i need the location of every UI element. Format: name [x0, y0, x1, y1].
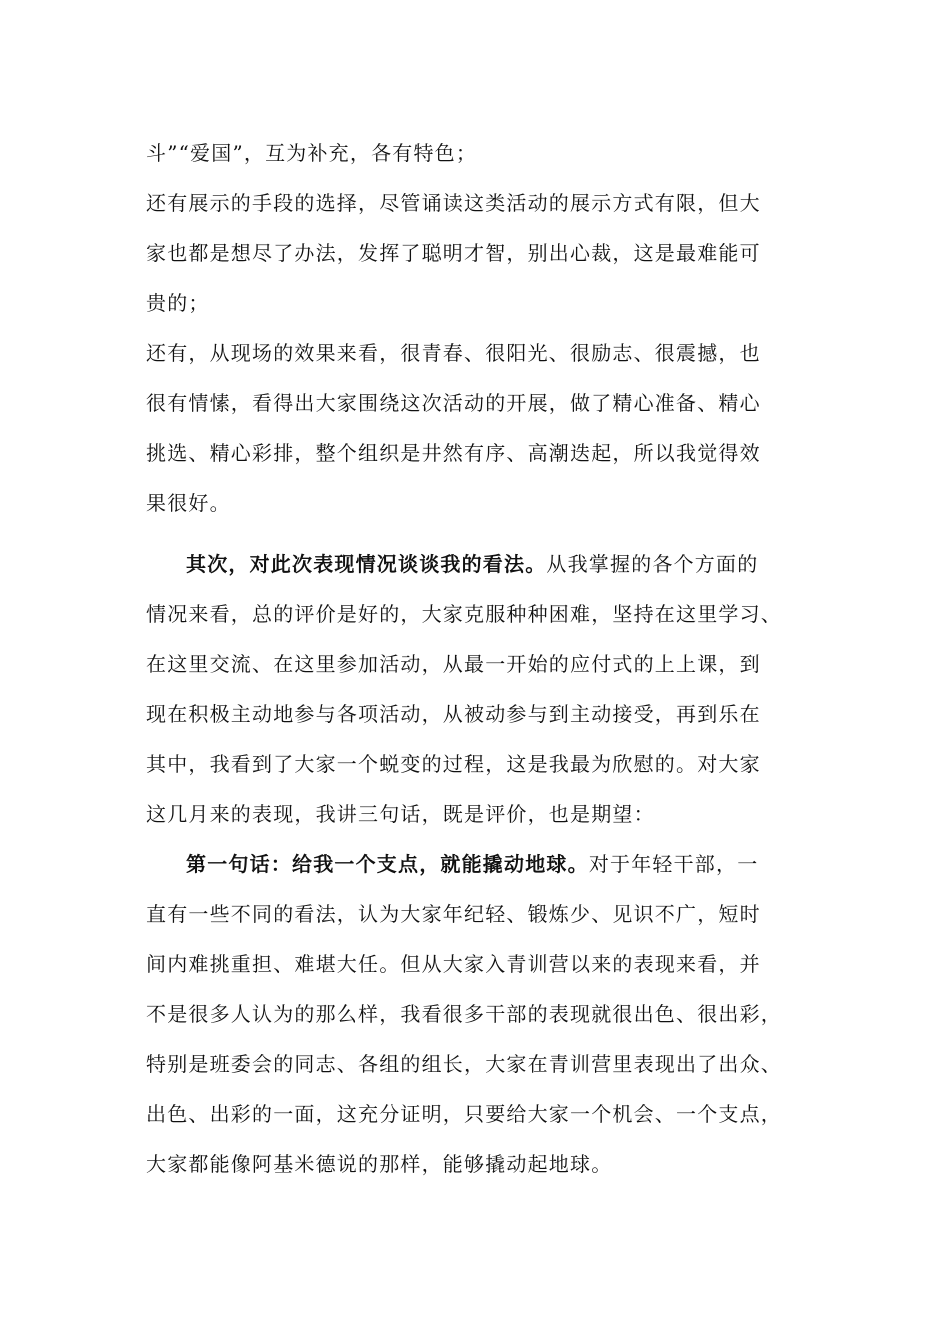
text-line: 这几月来的表现，我讲三句话，既是评价，也是期望： [146, 802, 655, 826]
text-line: 现在积极主动地参与各项活动，从被动参与到主动接受，再到乐在 [146, 702, 761, 726]
text-run: 从我掌握的各个方面的 [546, 552, 759, 576]
paragraph-gap [146, 528, 826, 539]
text-line: 直有一些不同的看法，认为大家年纪轻、锻炼少、见识不广，短时 [146, 902, 761, 926]
text-line: 还有展示的手段的选择，尽管诵读这类活动的展示方式有限，但大 [146, 191, 761, 215]
text-line: 间内难挑重担、难堪大任。但从大家入青训营以来的表现来看，并 [146, 952, 761, 976]
text-line: 果很好。 [146, 491, 231, 515]
paragraph-on-site-effect [146, 328, 826, 528]
text-line: 出色、出彩的一面，这充分证明，只要给大家一个机会、一个支点， [146, 1102, 782, 1126]
paragraph-heading: 第一句话：给我一个支点，就能撬动地球。 [186, 852, 589, 876]
text-line: 大家都能像阿基米德说的那样，能够撬动起地球。 [146, 1152, 613, 1176]
text-line: 挑选、精心彩排，整个组织是井然有序、高潮迭起，所以我觉得效 [146, 441, 761, 465]
text-line: 很有情愫，看得出大家围绕这次活动的开展，做了精心准备、精心 [146, 391, 761, 415]
paragraph-first-sentence [146, 839, 826, 1189]
text-line: 还有，从现场的效果来看，很青春、很阳光、很励志、很震撼，也 [146, 341, 761, 365]
text-line: 斗”“爱国”，互为补充，各有特色； [146, 141, 478, 165]
text-line: 在这里交流、在这里参加活动，从最一开始的应付式的上上课，到 [146, 652, 761, 676]
document-body [146, 128, 826, 1189]
paragraph-heading: 其次，对此次表现情况谈谈我的看法。 [186, 552, 547, 576]
paragraph-display-means [146, 178, 826, 328]
text-line: 家也都是想尽了办法，发挥了聪明才智，别出心裁，这是最难能可 [146, 241, 761, 265]
text-line: 其中，我看到了大家一个蜕变的过程，这是我最为欣慰的。对大家 [146, 752, 761, 776]
text-line-first [146, 539, 826, 589]
paragraph-continuation [146, 128, 826, 178]
text-line: 贵的； [146, 291, 210, 315]
text-line: 不是很多人认为的那么样，我看很多干部的表现就很出色、很出彩， [146, 1002, 782, 1026]
text-line: 情况来看，总的评价是好的，大家克服种种困难，坚持在这里学习、 [146, 602, 782, 626]
text-run: 对于年轻干部，一 [588, 852, 759, 876]
text-line: 特别是班委会的同志、各组的组长，大家在青训营里表现出了出众、 [146, 1052, 782, 1076]
text-line-first [146, 839, 826, 889]
paragraph-performance-views [146, 539, 826, 839]
